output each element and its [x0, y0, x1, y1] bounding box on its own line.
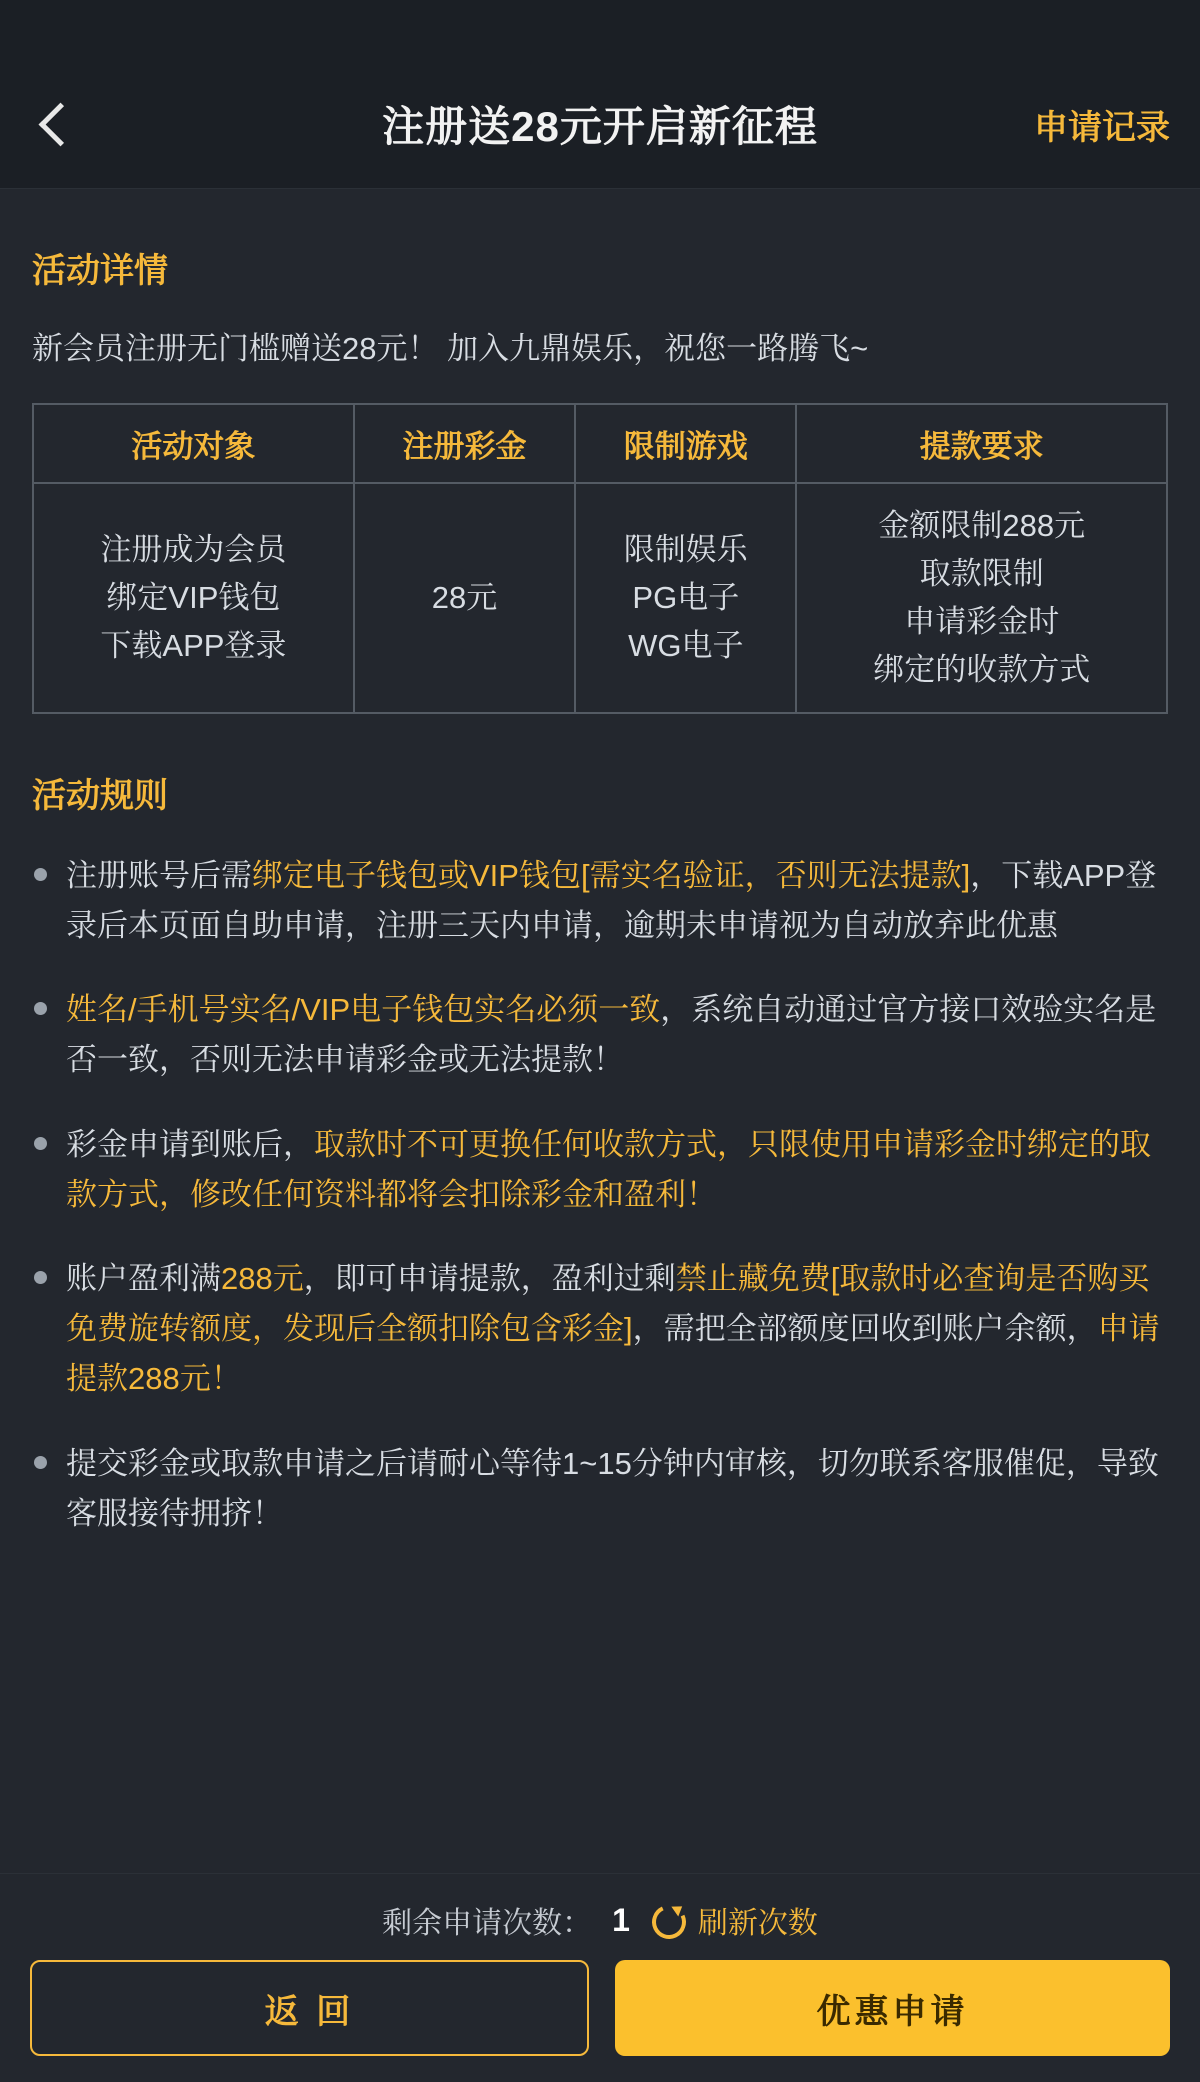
- table-header-withdraw: 提款要求: [796, 404, 1167, 483]
- table-cell-withdraw: 金额限制288元 取款限制 申请彩金时 绑定的收款方式: [796, 483, 1167, 713]
- rule-item: [32, 1120, 1168, 1220]
- status-bar: [0, 0, 1200, 60]
- remaining-attempts-value: 1: [612, 1901, 630, 1938]
- page-title: 注册送28元开启新征程: [382, 103, 818, 150]
- rule-text-segment: 取款时不可更换任何收款方式，只限使用申请彩金时绑定的取款方式，修改任何资料都将会扣除彩金和盈利！: [66, 1126, 1151, 1212]
- page-header: [0, 60, 1200, 189]
- refresh-icon[interactable]: [650, 1903, 684, 1937]
- application-records-link[interactable]: 申请记录: [1034, 108, 1170, 147]
- rule-text-segment: ，即可申请提款，盈利过剩: [303, 1261, 676, 1296]
- scroll-content[interactable]: [0, 189, 1200, 1873]
- detail-section-title: 活动详情: [32, 252, 168, 290]
- rule-item: [32, 1254, 1168, 1405]
- rule-item: [32, 985, 1168, 1085]
- rule-text-segment: 申请提款288元！: [66, 1311, 1160, 1397]
- chevron-left-icon: [38, 102, 82, 146]
- bullet-icon: [34, 868, 47, 881]
- table-header-row: [33, 404, 1167, 483]
- rule-text-segment: 彩金申请到账后，: [66, 1126, 314, 1162]
- bullet-icon: [34, 1002, 47, 1015]
- rule-item: [32, 1439, 1168, 1539]
- remaining-attempts: [30, 1888, 1170, 1960]
- table-header-games: 限制游戏: [575, 404, 796, 483]
- table-cell-bonus: 28元: [354, 483, 575, 713]
- rule-text-segment: 绑定电子钱包或VIP钱包[需实名验证，否则无法提款]: [252, 857, 971, 893]
- rules-section-title: 活动规则: [32, 776, 168, 815]
- bullet-icon: [34, 1456, 47, 1469]
- rule-text-segment: ，系统自动通过官方接口效验实名是否一致，否则无法申请彩金或无法提款！: [66, 992, 1157, 1078]
- table-header-bonus: 注册彩金: [354, 404, 575, 483]
- rule-text-segment: 账户盈利满: [66, 1261, 221, 1296]
- rule-text-segment: ，下载APP登录后本页面自助申请，注册三天内申请，逾期未申请视为自动放弃此优惠: [66, 857, 1157, 943]
- rule-text-segment: 姓名/手机号实名/VIP电子钱包实名必须一致: [66, 992, 661, 1028]
- rule-text-segment: ，需把全部额度回收到账户余额，: [632, 1311, 1098, 1347]
- rule-text-segment: 禁止藏免费[取款时必查询是否购买免费旋转额度，发现后全额扣除包含彩金]: [66, 1261, 1150, 1347]
- rules-list: [32, 851, 1168, 1539]
- back-button[interactable]: [0, 60, 110, 188]
- remaining-attempts-label: 剩余申请次数：: [382, 1907, 593, 1940]
- bullet-icon: [34, 1137, 47, 1150]
- refresh-attempts-link[interactable]: 刷新次数: [697, 1907, 818, 1940]
- rule-text-segment: 288元: [221, 1261, 304, 1296]
- page-footer: [0, 1873, 1200, 2082]
- footer-button-row: [30, 1960, 1170, 2056]
- apply-bonus-button[interactable]: 优惠申请: [615, 1960, 1170, 2056]
- rule-text-segment: 提交彩金或取款申请之后请耐心等待1~15分钟内审核，切勿联系客服催促，导致客服接待拥挤！: [66, 1445, 1159, 1531]
- table-header-target: 活动对象: [33, 404, 354, 483]
- activity-detail-table: [32, 403, 1168, 714]
- back-button-footer[interactable]: 返 回: [30, 1960, 589, 2056]
- rule-item: [32, 851, 1168, 951]
- table-cell-games: 限制娱乐 PG电子 WG电子: [575, 483, 796, 713]
- table-cell-target: 注册成为会员 绑定VIP钱包 下载APP登录: [33, 483, 354, 713]
- detail-intro-text: 新会员注册无门槛赠送28元！ 加入九鼎娱乐，祝您一路腾飞~: [32, 331, 869, 366]
- bullet-icon: [34, 1271, 47, 1284]
- table-row: [33, 483, 1167, 713]
- rule-text-segment: 注册账号后需: [66, 857, 252, 893]
